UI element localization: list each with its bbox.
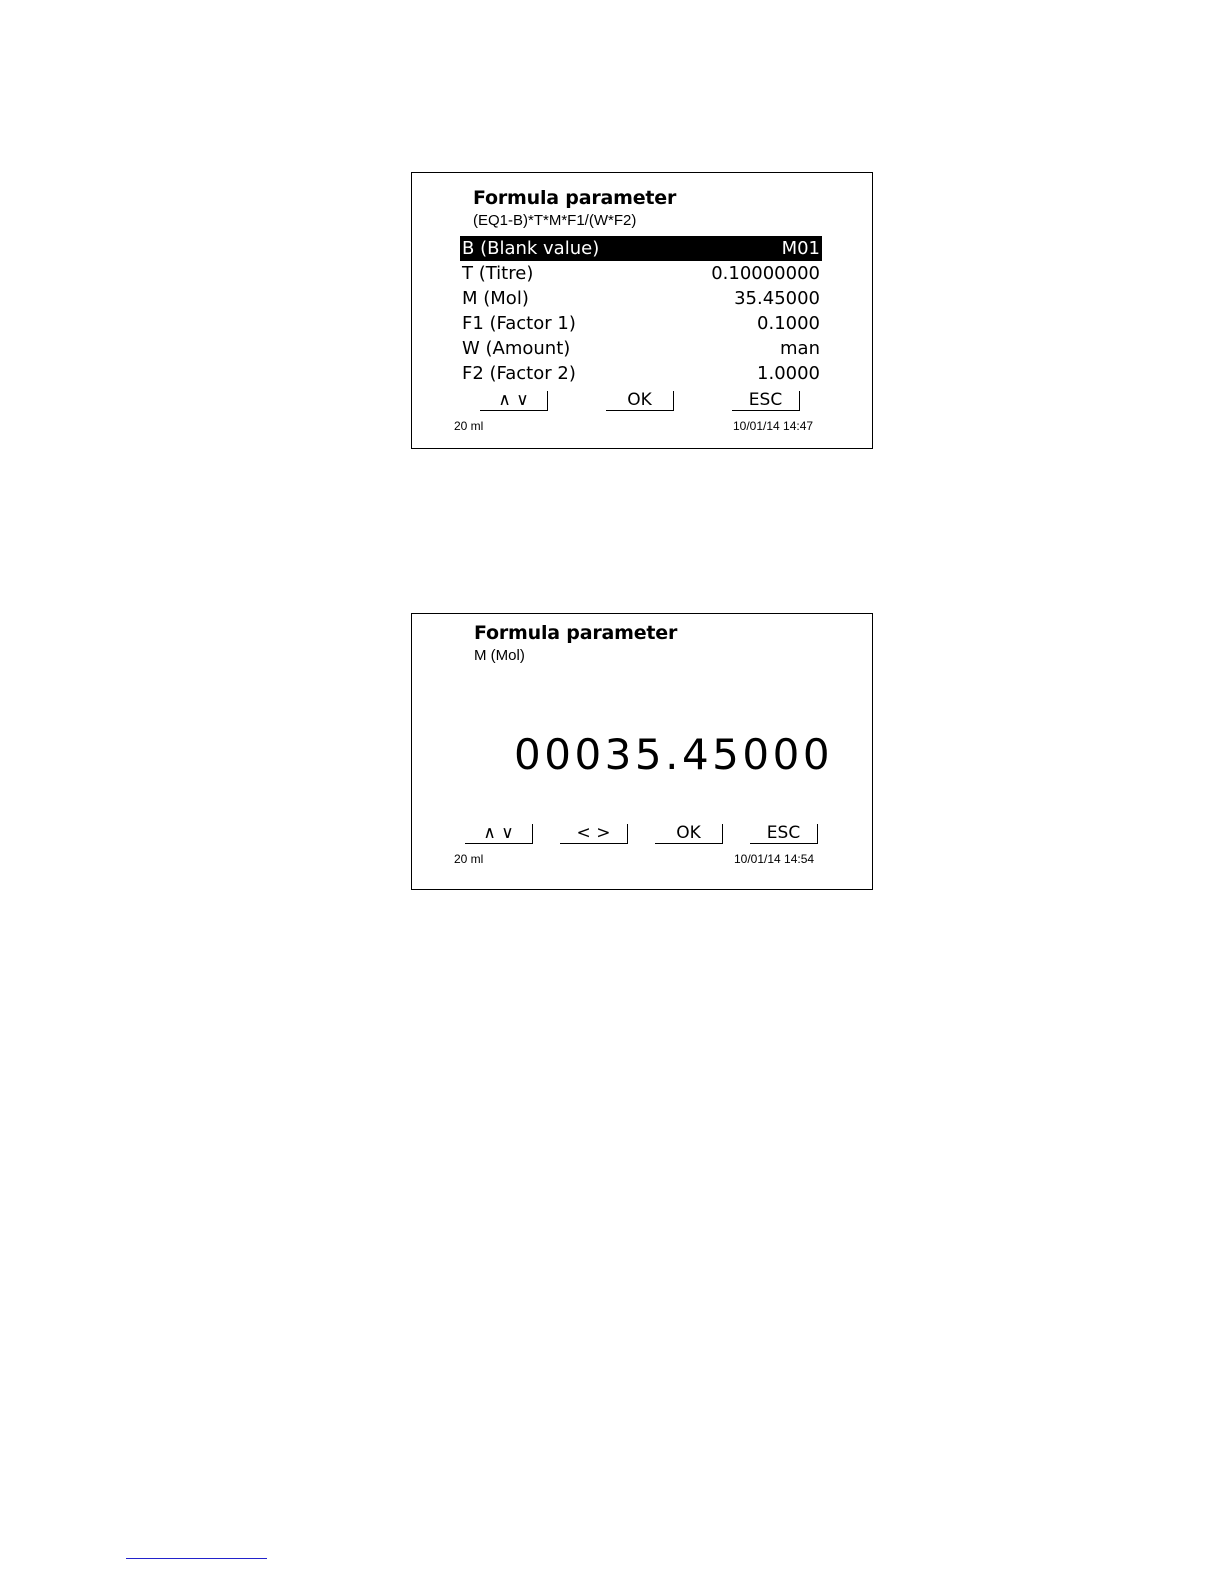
ok-button[interactable]: OK <box>655 824 723 844</box>
formula-expression: (EQ1-B)*T*M*F1/(W*F2) <box>473 212 637 229</box>
volume-indicator: 20 ml <box>454 419 484 433</box>
param-row-mol[interactable] <box>460 286 822 311</box>
param-row-factor-1[interactable] <box>460 311 822 336</box>
param-label: F2 (Factor 2) <box>462 363 576 384</box>
date-time: 10/01/14 14:47 <box>733 419 814 433</box>
parameter-name: M (Mol) <box>474 647 525 664</box>
value-entry-field[interactable]: 00035.45000 <box>514 730 834 779</box>
param-value: 1.0000 <box>757 363 820 384</box>
param-value: man <box>780 338 820 359</box>
param-label: M (Mol) <box>462 288 529 309</box>
param-label: W (Amount) <box>462 338 571 359</box>
esc-button[interactable]: ESC <box>732 391 800 411</box>
up-down-button[interactable]: ∧ ∨ <box>465 824 533 844</box>
parameter-list <box>460 236 822 386</box>
screen-title: Formula parameter <box>473 187 677 209</box>
param-label: B (Blank value) <box>462 238 600 259</box>
left-right-button[interactable]: < > <box>560 824 628 844</box>
param-row-blank-value[interactable] <box>460 236 822 261</box>
up-down-button[interactable]: ∧ ∨ <box>480 391 548 411</box>
formula-parameter-list-screen <box>411 172 873 449</box>
esc-button[interactable]: ESC <box>750 824 818 844</box>
param-label: T (Titre) <box>462 263 534 284</box>
screen-title: Formula parameter <box>474 622 678 644</box>
ok-button[interactable]: OK <box>606 391 674 411</box>
param-row-titre[interactable] <box>460 261 822 286</box>
param-value: 0.10000000 <box>711 263 820 284</box>
param-row-amount[interactable] <box>460 336 822 361</box>
footnote-separator-line <box>126 1558 267 1559</box>
param-value: M01 <box>781 238 820 259</box>
volume-indicator: 20 ml <box>454 852 484 866</box>
param-value: 0.1000 <box>757 313 820 334</box>
formula-parameter-edit-screen <box>411 613 873 890</box>
param-label: F1 (Factor 1) <box>462 313 576 334</box>
param-value: 35.45000 <box>734 288 820 309</box>
param-row-factor-2[interactable] <box>460 361 822 386</box>
date-time: 10/01/14 14:54 <box>734 852 815 866</box>
